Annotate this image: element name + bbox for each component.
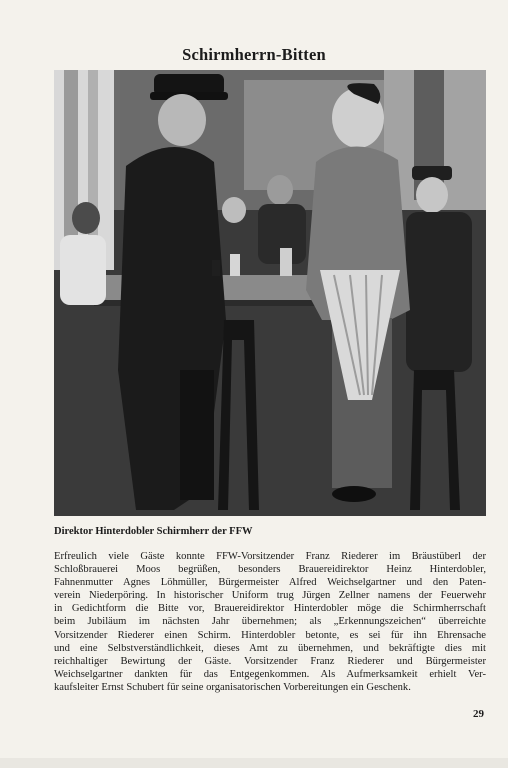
photo-illustration: [54, 70, 486, 516]
body-line: beim Jubiläum im nächsten Jahr übernehmen; als „Erkennungszeichen“ überreichte: [54, 616, 486, 628]
body-line: Weichselgartner dankten für das Entgegenkommen. Als Aufmerksamkeit erhielt Ver-: [54, 668, 486, 680]
photo-caption: Direktor Hinterdobler Schirmherr der FFW: [54, 526, 253, 537]
body-line: Fahnenmutter Agnes Löhmüller, Bürgermeister Alfred Weichselgartner und den Paten-: [54, 577, 486, 589]
body-line: verein Niederpöring. In historischer Uniform trug Jürgen Zellner namens der Feuerwehr: [54, 590, 486, 602]
page-number: 29: [473, 708, 484, 720]
article-body: [54, 550, 486, 694]
body-line: in Gedichtform die Bitte vor, Brauereidirektor Hinterdobler möge die Schirmherrschaft: [54, 603, 486, 615]
page-title: Schirmherrn-Bitten: [182, 45, 326, 64]
body-line: reichhaltiger Bewirtung der Gäste. Vorsitzender Franz Riederer und Bürgermeister: [54, 655, 486, 667]
body-line: kaufsleiter Ernst Schubert für seine organisatorischen Vorbereitungen ein Geschenk.: [54, 681, 411, 693]
black-and-white-photo: [54, 70, 486, 516]
page-bottom-margin: [0, 758, 508, 768]
body-line: und eine Selbstverständlichkeit, dieses Amt zu übernehmen, und bekräftigte dies mit: [54, 642, 486, 654]
body-line: Schloßbrauerei Moos begrüßen, besonders Brauereidirektor Heinz Hinterdobler,: [54, 564, 486, 576]
body-line: Erfreulich viele Gäste konnte FFW-Vorsitzender Franz Riederer im Bräustüberl der: [54, 551, 486, 562]
body-line: Vorsitzender Riederer einen Schirm. Hinterdobler betonte, es sei für ihn Ehrensache: [54, 629, 486, 641]
